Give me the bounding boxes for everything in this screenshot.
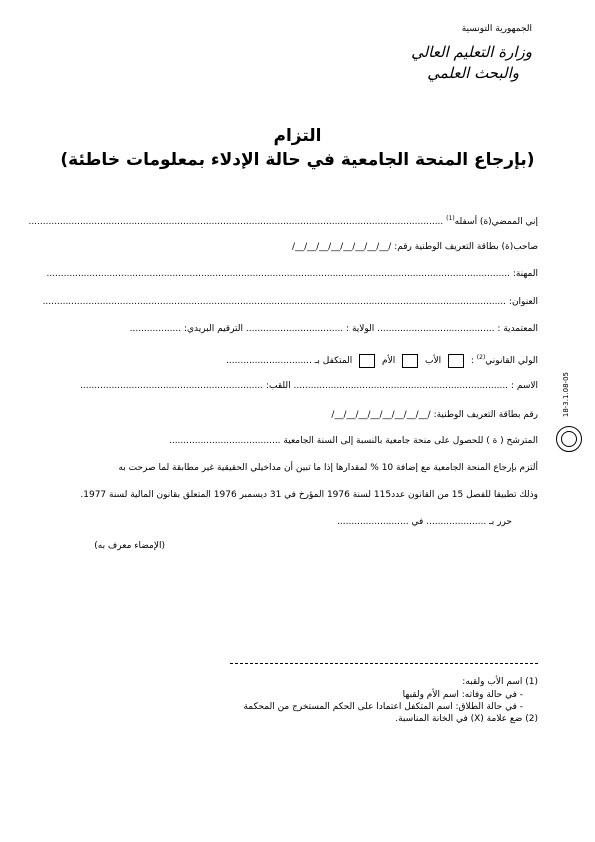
signature-place-line: حرر بـ ..................... في ......................... — [337, 517, 512, 527]
mother-checkbox[interactable] — [402, 354, 418, 368]
caretaker-field[interactable]: .............................. — [226, 356, 312, 366]
ministry-name-line1: وزارة التعليم العالي — [411, 43, 532, 61]
republic-label: الجمهورية التونسية — [461, 24, 532, 34]
signature-note: (الإمضاء معرف به) — [94, 541, 165, 551]
place-field[interactable]: ..................... — [426, 517, 487, 527]
name-line: الاسم : ........................................................................... اللقب: ................................................................ — [79, 381, 538, 391]
address-field[interactable]: .................................................................................................................................................................. — [42, 297, 507, 307]
id-card-no-field[interactable]: /__/__/__/__/__/__/__/__/ — [331, 410, 431, 420]
profession-line: المهنة: .................................................................................................................................................................. — [46, 269, 538, 279]
candidate-line: المترشح ( ة ) للحصول على منحة جامعية بالنسبة إلى السنة الجامعية ....................................... — [168, 436, 538, 446]
location-line: المعتمدية : ......................................... الولاية : .................................. الترقيم البريدي: .................. — [129, 324, 538, 334]
footnote-1b: - في حالة الطلاق: اسم المتكفل اعتمادا على الحكم المستخرج من المحكمة — [243, 702, 523, 712]
academic-year-field[interactable]: ....................................... — [168, 436, 281, 446]
id-card-line: صاحب(ة) بطاقة التعريف الوطنية رقم: /__/__/__/__/__/__/__/__/ — [292, 242, 538, 252]
postal-code-field[interactable]: .................. — [129, 324, 182, 334]
footnote-1: (1) اسم الأب ولقبه: — [462, 677, 538, 687]
document-subtitle: (بإرجاع المنحة الجامعية في حالة الإدلاء بمعلومات خاطئة) — [60, 150, 535, 170]
first-name-field[interactable]: ........................................................................... — [293, 381, 509, 391]
delegation-field[interactable]: ......................................... — [377, 324, 495, 334]
profession-field[interactable]: .................................................................................................................................................................. — [46, 269, 510, 279]
footnote-1a: - في حالة وفاته: اسم الأم ولقبها — [402, 690, 523, 700]
document-title: التزام — [273, 126, 322, 146]
governorate-field[interactable]: .................................. — [245, 324, 344, 334]
father-checkbox[interactable] — [448, 354, 464, 368]
side-code-block — [556, 368, 586, 458]
commitment-line2: وذلك تطبيقا للفصل 15 من القانون عدد115 لسنة 1976 المؤرخ في 31 ديسمبر 1976 المتعلق بقانون المالية لسنة 1977. — [80, 490, 538, 500]
footnote-2: (2) ضع علامة (X) في الخانة المناسبة. — [395, 714, 538, 724]
guardian-line: الولي القانوني$^{(2)}$ : الأب الأم المتكفل بـ .............................. — [226, 354, 538, 366]
seal-icon — [556, 426, 582, 452]
document-code: 18-3.1.08-05 — [562, 372, 570, 418]
id-card-field[interactable]: /__/__/__/__/__/__/__/__/ — [292, 242, 392, 252]
caretaker-checkbox[interactable] — [359, 354, 375, 368]
id-card-no-line: رقم بطاقة التعريف الوطنية: /__/__/__/__/__/__/__/__/ — [331, 410, 538, 420]
signatory-line: إني الممضي(ة) أسفله$^{(1)}$ ................................................................................................................................................. — [28, 215, 538, 227]
signatory-field[interactable]: ................................................................................................................................................. — [28, 217, 444, 227]
address-line: العنوان: .................................................................................................................................................................. — [42, 297, 538, 307]
ministry-name-line2: والبحث العلمي — [427, 64, 519, 82]
surname-field[interactable]: ................................................................ — [79, 381, 264, 391]
date-field[interactable]: ......................... — [337, 517, 409, 527]
footnote-separator — [230, 663, 538, 664]
commitment-line1: ألتزم بإرجاع المنحة الجامعية مع إضافة 10 % لمقدارها إذا ما تبين أن مداخيلي الحقيقية غير مطابقة لما صرحت به — [118, 463, 538, 473]
